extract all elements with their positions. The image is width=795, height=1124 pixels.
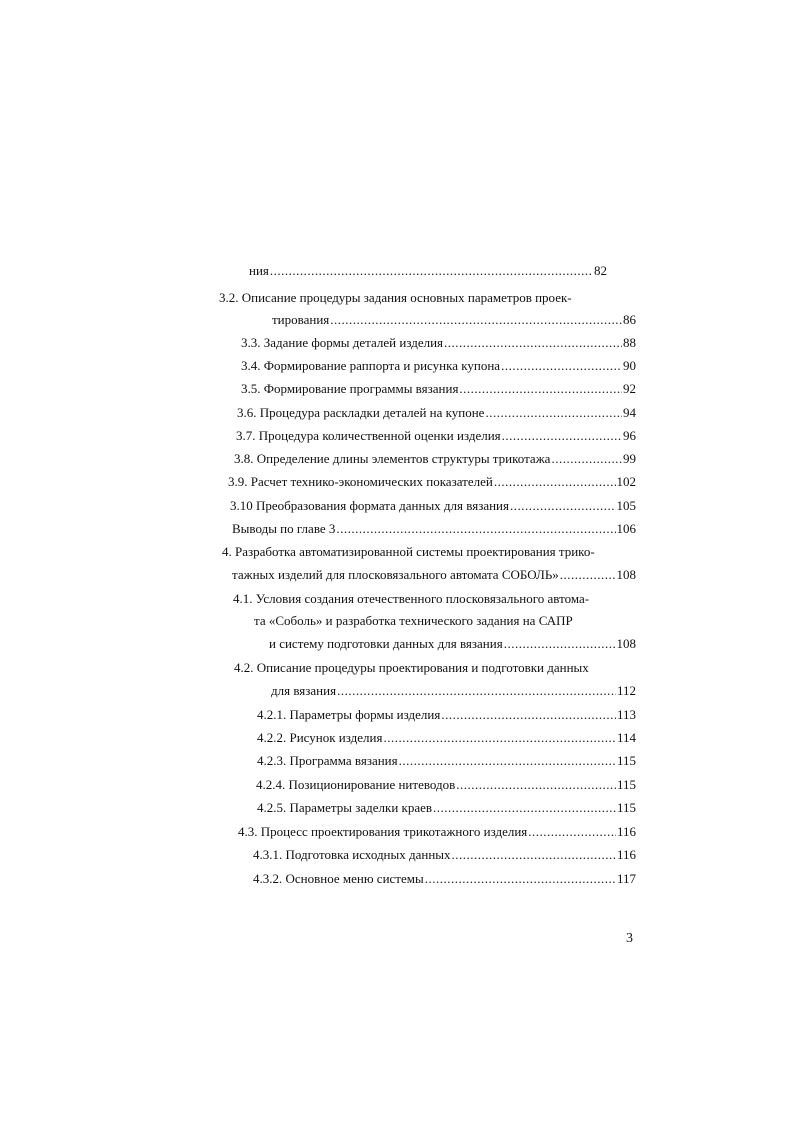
toc-leader-dots xyxy=(383,729,615,747)
toc-entry-page: 117 xyxy=(616,871,636,886)
toc-entry-title: 4.3.2. Основное меню системы xyxy=(253,871,424,886)
toc-entry-title: тажных изделий для плосковязального автомата СОБОЛЬ» xyxy=(232,567,559,582)
toc-entry-title: 3.10 Преобразования формата данных для вязания xyxy=(230,498,509,513)
toc-entry xyxy=(236,427,636,445)
toc-entry xyxy=(249,262,607,280)
toc-entry-title: 4.2.1. Параметры формы изделия xyxy=(257,707,441,722)
toc-entry-title: 4. Разработка автоматизированной системы проектирования трико- xyxy=(222,544,595,559)
toc-entry xyxy=(271,682,636,700)
toc-entry xyxy=(269,635,636,653)
toc-entry-page: 105 xyxy=(616,498,636,513)
toc-entry-title: 4.2.2. Рисунок изделия xyxy=(257,730,383,745)
toc-entry xyxy=(222,543,632,561)
toc-entry xyxy=(256,776,636,794)
toc-entry-title: для вязания xyxy=(271,683,337,698)
toc-entry-page: 112 xyxy=(616,683,636,698)
toc-entry-page: 116 xyxy=(616,847,636,862)
toc-leader-dots xyxy=(433,799,616,817)
toc-leader-dots xyxy=(551,450,622,468)
toc-leader-dots xyxy=(444,334,622,352)
toc-entry-page: 115 xyxy=(616,800,636,815)
toc-entry xyxy=(272,311,636,329)
toc-entry xyxy=(233,590,633,608)
toc-leader-dots xyxy=(504,635,616,653)
toc-entry xyxy=(234,659,634,677)
toc-entry-page: 115 xyxy=(616,777,636,792)
toc-entry-page: 86 xyxy=(623,312,636,327)
toc-entry-title: 4.2.5. Параметры заделки краев xyxy=(257,800,433,815)
toc-entry-title: 3.4. Формирование раппорта и рисунка купона xyxy=(241,358,501,373)
toc-entry xyxy=(228,473,636,491)
toc-leader-dots xyxy=(485,404,622,422)
toc-entry-page: 106 xyxy=(616,521,636,536)
toc-entry-title: 4.2. Описание процедуры проектирования и подготовки данных xyxy=(234,660,589,675)
toc-entry xyxy=(238,823,636,841)
toc-leader-dots xyxy=(336,520,615,538)
toc-entry-title: 3.2. Описание процедуры задания основных параметров проек- xyxy=(219,290,572,305)
toc-leader-dots xyxy=(399,752,616,770)
toc-entry-page: 108 xyxy=(616,567,636,582)
toc-leader-dots xyxy=(441,706,616,724)
toc-entry-page: 92 xyxy=(623,381,636,396)
toc-entry-page: 102 xyxy=(616,474,636,489)
toc-entry-title: ния xyxy=(249,263,269,278)
toc-leader-dots xyxy=(510,497,616,515)
toc-leader-dots xyxy=(494,473,616,491)
toc-leader-dots xyxy=(501,357,622,375)
toc-entry xyxy=(253,870,636,888)
toc-leader-dots xyxy=(459,380,622,398)
toc-entry xyxy=(232,520,636,538)
toc-entry-title: 3.9. Расчет технико-экономических показателей xyxy=(228,474,493,489)
toc-entry xyxy=(237,404,636,422)
toc-entry-title: и систему подготовки данных для вязания xyxy=(269,636,503,651)
toc-entry xyxy=(257,752,636,770)
toc-leader-dots xyxy=(425,870,616,888)
toc-entry xyxy=(257,799,636,817)
toc-entry-page: 115 xyxy=(616,753,636,768)
toc-entry-title: 4.2.3. Программа вязания xyxy=(257,753,398,768)
toc-entry xyxy=(241,357,636,375)
toc-entry-title: 3.7. Процедура количественной оценки изделия xyxy=(236,428,501,443)
toc-leader-dots xyxy=(528,823,616,841)
toc-entry xyxy=(254,612,634,630)
toc-leader-dots xyxy=(337,682,616,700)
toc-entry-title: 4.1. Условия создания отечественного плосковязального автома- xyxy=(233,591,590,606)
toc-entry-title: 3.6. Процедура раскладки деталей на купоне xyxy=(237,405,485,420)
toc-leader-dots xyxy=(560,566,616,584)
toc-entry-title: 4.3. Процесс проектирования трикотажного изделия xyxy=(238,824,528,839)
toc-entry-title: тирования xyxy=(272,312,330,327)
toc-leader-dots xyxy=(270,262,593,280)
toc-entry xyxy=(241,334,636,352)
toc-entry-title: 3.5. Формирование программы вязания xyxy=(241,381,459,396)
toc-entry xyxy=(241,380,636,398)
toc-entry-title: 3.8. Определение длины элементов структуры трикотажа xyxy=(234,451,551,466)
toc-leader-dots xyxy=(502,427,622,445)
toc-entry-page: 116 xyxy=(616,824,636,839)
toc-entry-page: 108 xyxy=(616,636,636,651)
toc-entry xyxy=(219,289,619,307)
toc-entry-page: 99 xyxy=(623,451,636,466)
toc-entry-title: Выводы по главе 3 xyxy=(232,521,336,536)
toc-entry xyxy=(230,497,636,515)
toc-entry-title: 4.2.4. Позиционирование нитеводов xyxy=(256,777,456,792)
toc-leader-dots xyxy=(330,311,622,329)
toc-entry-page: 88 xyxy=(623,335,636,350)
toc-entry-page: 113 xyxy=(616,707,636,722)
toc-entry-page: 96 xyxy=(623,428,636,443)
toc-entry xyxy=(257,729,636,747)
toc-entry-page: 94 xyxy=(623,405,636,420)
toc-entry-title: 3.3. Задание формы деталей изделия xyxy=(241,335,444,350)
toc-leader-dots xyxy=(456,776,616,794)
toc-entry xyxy=(234,450,636,468)
toc-entry-page: 114 xyxy=(616,730,636,745)
toc-entry xyxy=(253,846,636,864)
toc-entry-page: 82 xyxy=(594,263,607,278)
toc-leader-dots xyxy=(452,846,616,864)
toc-entry xyxy=(257,706,636,724)
page-number: 3 xyxy=(626,931,633,946)
toc-entry-title: 4.3.1. Подготовка исходных данных xyxy=(253,847,451,862)
toc-entry-page: 90 xyxy=(623,358,636,373)
toc-entry-title: та «Соболь» и разработка технического задания на САПР xyxy=(254,613,573,628)
toc-entry xyxy=(232,566,636,584)
